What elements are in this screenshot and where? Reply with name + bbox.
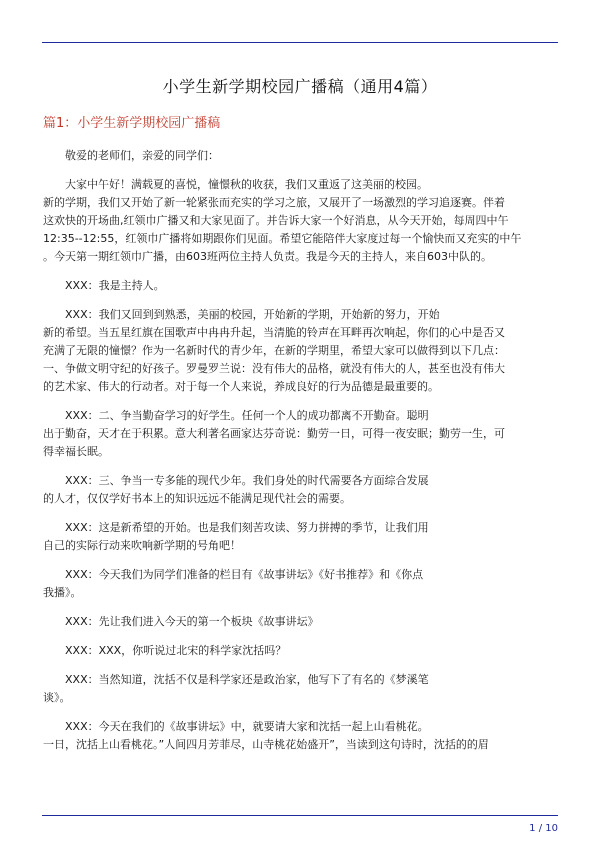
text-line: 的人才，仅仅学好书本上的知识远远不能满足现代社会的需要。 [43,492,351,505]
text-line: 得幸福长眠。 [43,445,109,458]
paragraph [43,194,559,266]
header-rule [42,42,558,43]
paragraph [43,613,559,631]
text-line: XXX：我是主持人。 [65,279,165,292]
text-line: 出于勤奋，天才在于积累。意大利著名画家达芬奇说：勤劳一日，可得一夜安眠；勤劳一生，可 [43,427,505,440]
text-line: 的艺术家、伟大的行动者。对于每一个人来说，养成良好的行为品德是最重要的。 [43,380,439,393]
footer-rule [42,815,558,816]
text-line: XXX：今天在我们的《故事讲坛》中，就要请大家和沈括一起上山看桃花。 [65,720,429,733]
paragraph [43,671,559,707]
text-line: XXX：三、争当一专多能的现代少年。我们身处的时代需要各方面综合发展 [65,474,429,487]
text-line: XXX：XXX，你听说过北宋的科学家沈括吗？ [65,644,287,657]
text-line: 充满了无限的憧憬？作为一名新时代的青少年，在新的学期里，希望大家可以做得到以下几点： [43,344,505,357]
text-line: 谈》。 [43,691,71,704]
text-line: 敬爱的老师们，亲爱的同学们： [65,149,219,162]
text-line: 自己的实际行动来吹响新学期的号角吧！ [43,539,241,552]
text-line: XXX：这是新希望的开始。也是我们刻苦攻读、努力拼搏的季节，让我们用 [65,521,429,534]
paragraph [43,306,559,396]
text-line: 我播》。 [43,586,82,599]
paragraph [43,407,559,461]
text-line: XXX：二、争当勤奋学习的好学生。任何一个人的成功都离不开勤奋。聪明 [65,409,429,422]
text-line: 一、争做文明守纪的好孩子。罗曼罗兰说：没有伟大的品格，就没有伟大的人，甚至也没有伟大 [43,362,505,375]
text-line: XXX：先让我们进入今天的第一个板块《故事讲坛》 [65,615,319,628]
paragraph [43,566,559,602]
paragraph [43,472,559,508]
text-line: 新的希望。当五星红旗在国歌声中冉冉升起，当清脆的铃声在耳畔再次响起，你们的心中是否又 [43,326,505,339]
page-indicator: 1 / 10 [529,823,558,834]
paragraph [43,147,559,165]
document-body [43,147,559,765]
text-line: 新的学期，我们又开始了新一轮紧张而充实的学习之旅，又展开了一场激烈的学习追逐赛。伴着 [43,196,505,209]
text-line: 这欢快的开场曲,红领巾广播又和大家见面了。并告诉大家一个好消息，从今天开始，每周四中午 [43,214,509,227]
text-line: 一日，沈括上山看桃花。”人间四月芳菲尽，山寺桃花始盛开”，当读到这句诗时，沈括的的眉 [43,738,489,751]
paragraph [43,176,559,194]
paragraph [43,642,559,660]
paragraph [43,277,559,295]
paragraph [43,519,559,555]
text-line: XXX：我们又回到到熟悉，美丽的校园，开始新的学期，开始新的努力，开始 [65,308,440,321]
paragraph [43,718,559,754]
text-line: XXX：今天我们为同学们准备的栏目有《故事讲坛》《好书推荐》和《你点 [65,568,424,581]
text-line: 12:35--12:55，红领巾广播将如期跟你们见面。希望它能陪伴大家度过每一个愉快而又充实的中午 [43,232,522,245]
text-line: XXX：当然知道，沈括不仅是科学家还是政治家，他写下了有名的《梦溪笔 [65,673,429,686]
section-heading: 篇1：小学生新学期校园广播稿 [43,116,221,131]
document-title: 小学生新学期校园广播稿（通用4篇） [162,77,438,96]
text-line: 。今天第一期红领巾广播，由603班两位主持人负责。我是今天的主持人，来自603中队的。 [43,250,492,263]
text-line: 大家中午好！满载夏的喜悦，憧憬秋的收获，我们又重返了这美丽的校园。 [65,178,428,191]
